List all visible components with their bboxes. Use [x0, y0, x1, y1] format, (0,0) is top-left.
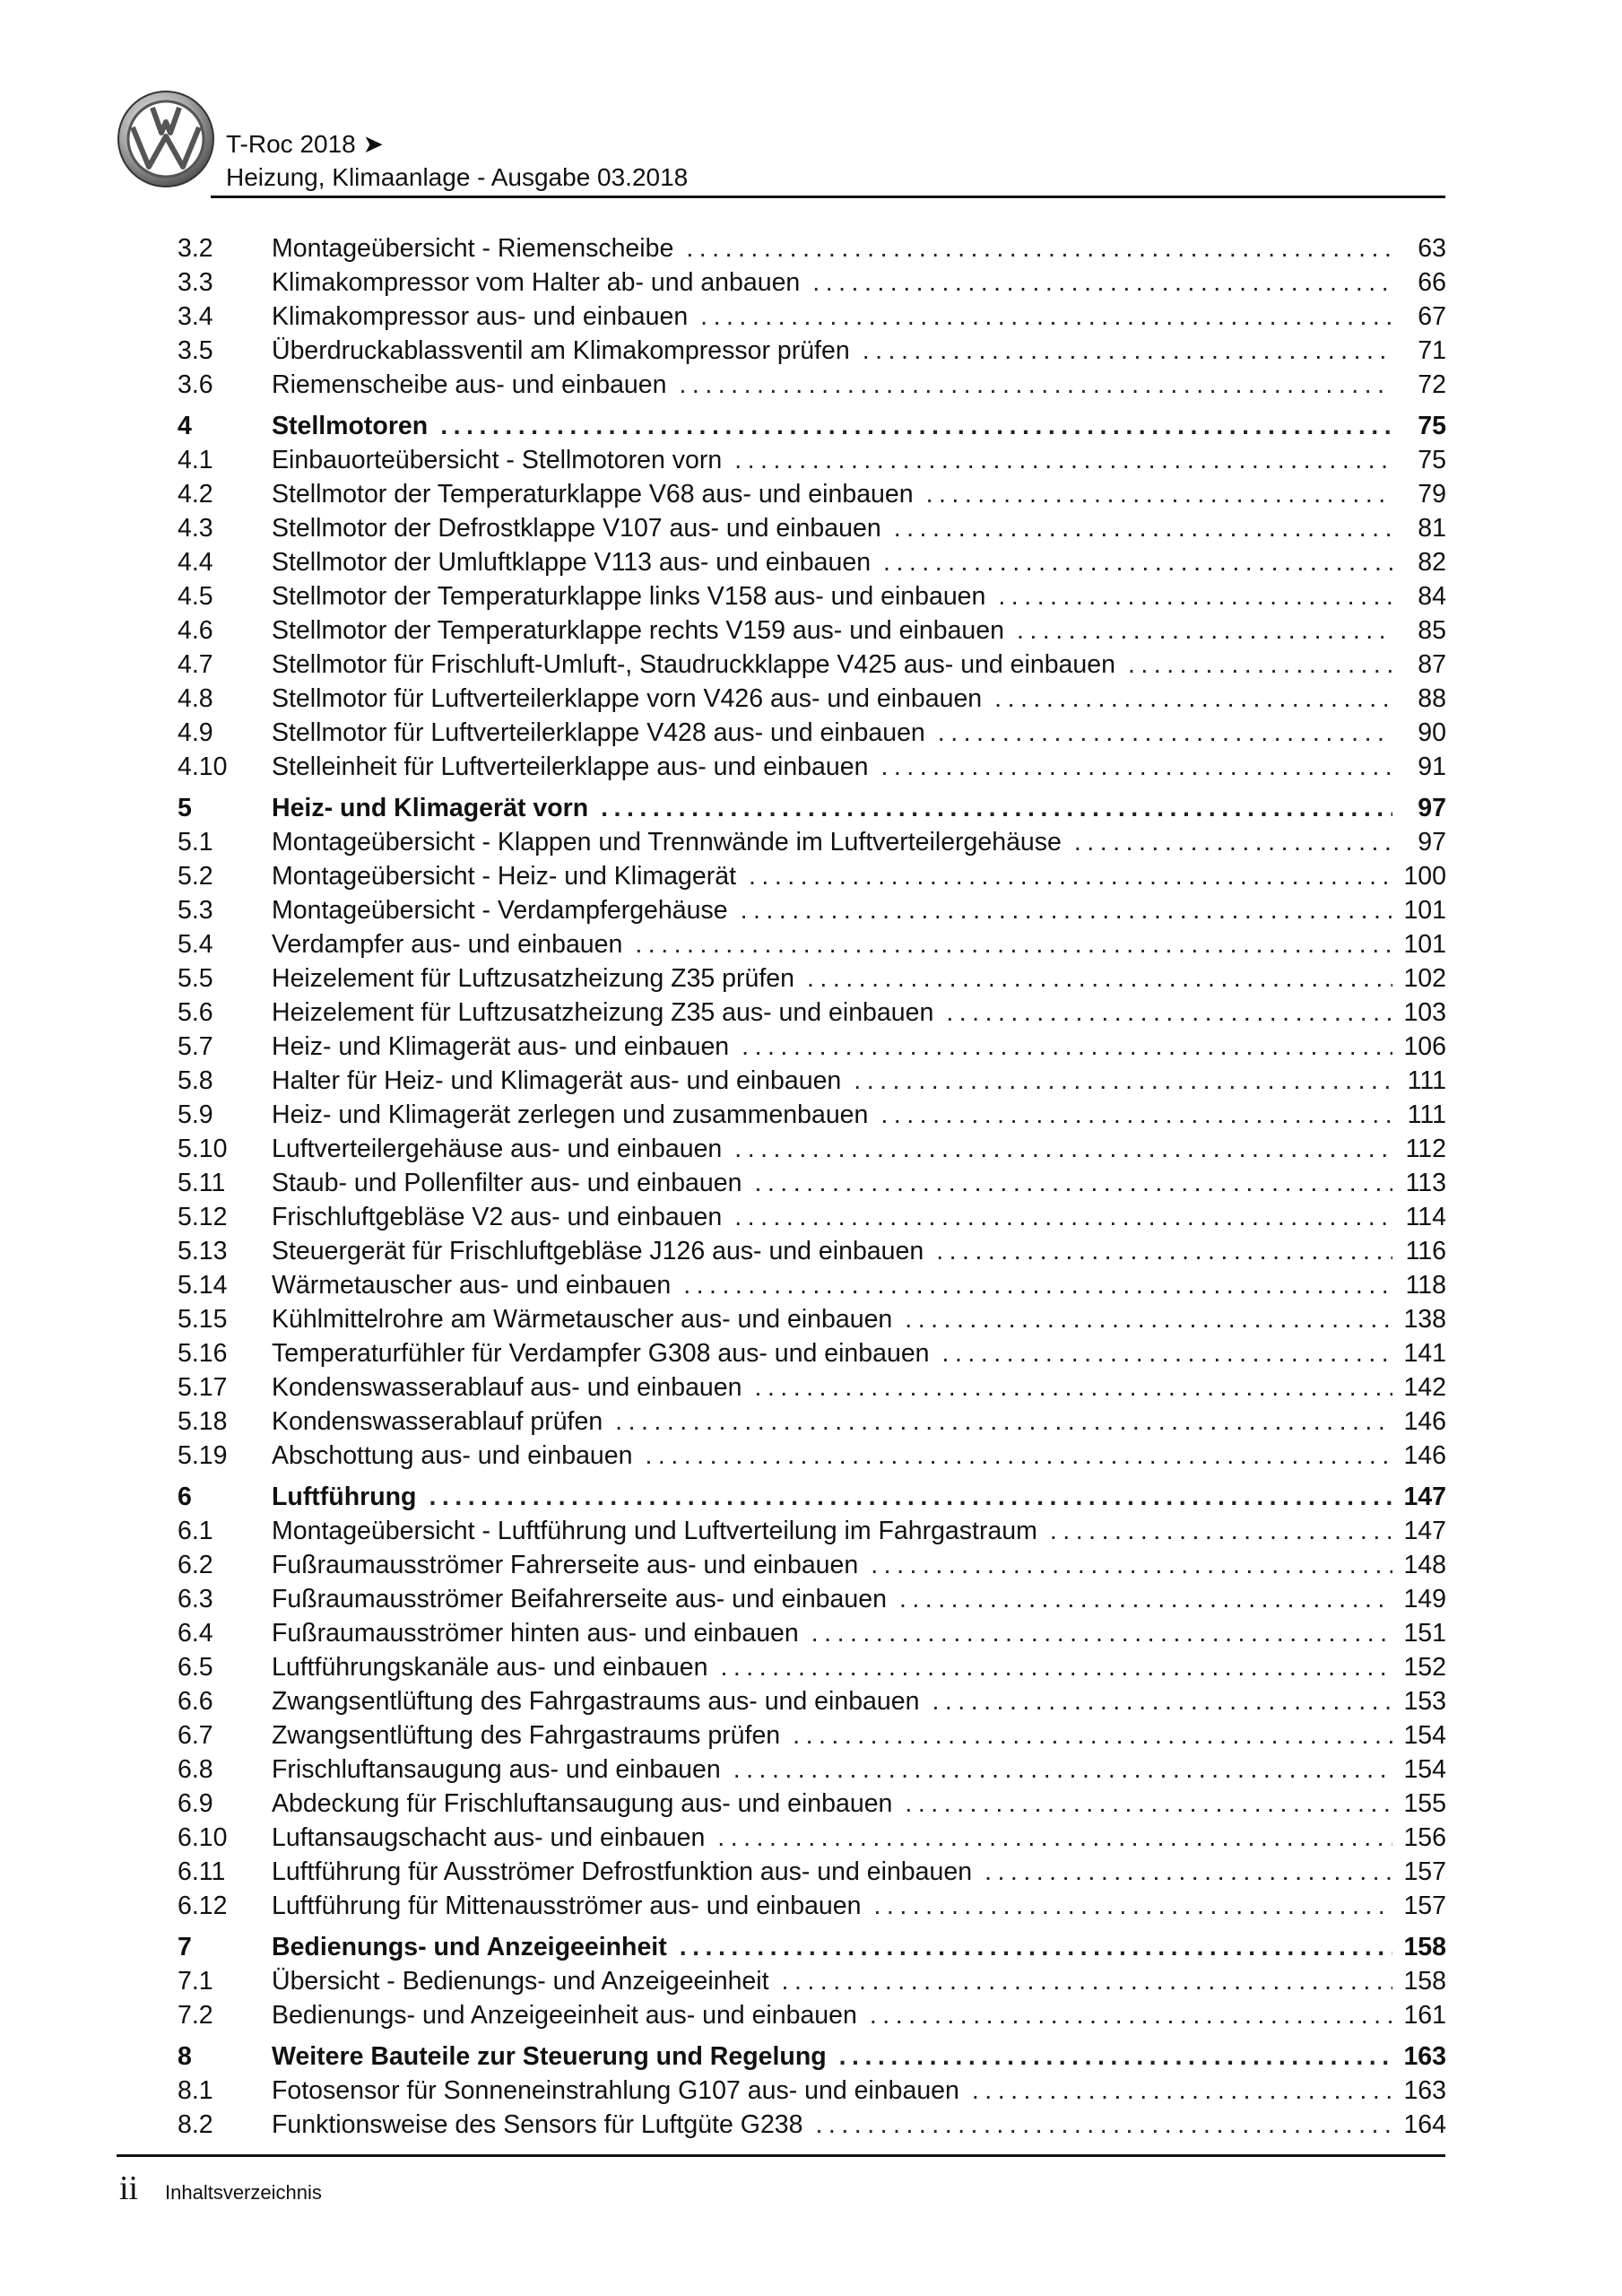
toc-row[interactable] [178, 511, 1446, 545]
toc-page-number: 100 [1403, 862, 1446, 891]
toc-title: Zwangsentlüftung des Fahrgastraums prüfen [272, 1721, 781, 1750]
toc-leader-dots [998, 579, 1392, 613]
toc-row[interactable] [178, 545, 1446, 579]
toc-page-number: 146 [1403, 1407, 1446, 1436]
toc-number: 6.2 [178, 1551, 213, 1579]
toc-page-number: 111 [1407, 1066, 1446, 1095]
toc-page-number: 82 [1418, 548, 1446, 577]
toc-number: 6.3 [178, 1585, 213, 1613]
toc-page-number: 75 [1418, 446, 1446, 474]
toc-title: Abdeckung für Frischluftansaugung aus- und einbauen [272, 1789, 893, 1818]
toc-row[interactable] [178, 2074, 1446, 2108]
toc-number: 6.9 [178, 1789, 213, 1818]
footer-label: Inhaltsverzeichnis [165, 2181, 322, 2204]
toc-page-number: 84 [1418, 582, 1446, 611]
toc-number: 6 [178, 1483, 192, 1511]
toc-number: 7.1 [178, 1967, 213, 1996]
toc-number: 5.16 [178, 1339, 228, 1368]
toc-title: Luftführungskanäle aus- und einbauen [272, 1653, 708, 1682]
toc-row[interactable] [178, 1098, 1446, 1132]
toc-page-number: 118 [1405, 1271, 1446, 1300]
toc-page-number: 112 [1405, 1135, 1446, 1163]
toc-row[interactable] [178, 1582, 1446, 1616]
toc-page-number: 102 [1403, 964, 1446, 993]
toc-title: Riemenscheibe aus- und einbauen [272, 370, 667, 399]
toc-page-number: 85 [1418, 616, 1446, 645]
toc-number: 5.12 [178, 1203, 228, 1231]
toc-leader-dots [994, 682, 1392, 716]
toc-leader-dots [942, 1336, 1392, 1370]
toc-title: Montageübersicht - Riemenscheibe [272, 234, 674, 263]
toc-leader-dots [938, 716, 1392, 750]
toc-title: Luftführung [272, 1483, 417, 1511]
toc-title: Wärmetauscher aus- und einbauen [272, 1271, 672, 1300]
toc-number: 3.3 [178, 268, 213, 297]
toc-leader-dots [720, 1650, 1392, 1684]
toc-number: 5.15 [178, 1305, 228, 1334]
toc-leader-dots [1017, 613, 1392, 648]
toc-row[interactable] [178, 1684, 1446, 1718]
toc-row[interactable] [178, 1268, 1446, 1302]
toc-leader-dots [717, 1821, 1392, 1855]
toc-title: Stellmotor der Defrostklappe V107 aus- und einbauen [272, 514, 881, 543]
toc-leader-dots [894, 511, 1392, 545]
toc-title: Stellmotor der Temperaturklappe links V158 aus- und einbauen [272, 582, 986, 611]
document-subtitle: Heizung, Klimaanlage - Ausgabe 03.2018 [226, 163, 689, 191]
toc-row[interactable] [178, 1336, 1446, 1370]
toc-title: Bedienungs- und Anzeigeeinheit aus- und einbauen [272, 2001, 857, 2030]
toc-row[interactable] [178, 368, 1446, 402]
toc-title: Montageübersicht - Klappen und Trennwände im Luftverteilergehäuse [272, 828, 1062, 857]
toc-page-number: 155 [1403, 1789, 1446, 1818]
toc-number: 5.6 [178, 998, 213, 1027]
toc-title: Fußraumausströmer Fahrerseite aus- und einbauen [272, 1551, 859, 1579]
toc-leader-dots [932, 1684, 1392, 1718]
toc-number: 5.2 [178, 862, 213, 891]
toc-leader-dots [429, 1480, 1392, 1514]
toc-title: Weitere Bauteile zur Steuerung und Regelung [272, 2042, 827, 2071]
toc-number: 6.1 [178, 1517, 213, 1545]
toc-page-number: 75 [1418, 412, 1446, 440]
toc-leader-dots [871, 1548, 1392, 1582]
toc-row[interactable] [178, 1030, 1446, 1064]
toc-page-number: 157 [1403, 1857, 1446, 1886]
toc-row[interactable] [178, 1889, 1446, 1923]
toc-number: 3.5 [178, 336, 213, 365]
toc-number: 5.1 [178, 828, 213, 857]
toc-title: Stellmotor der Temperaturklappe rechts V159 aus- und einbauen [272, 616, 1004, 645]
toc-title: Funktionsweise des Sensors für Luftgüte G238 [272, 2110, 803, 2139]
toc-title: Staub- und Pollenfilter aus- und einbauen [272, 1169, 742, 1197]
toc-leader-dots [854, 1064, 1392, 1098]
toc-page-number: 157 [1403, 1892, 1446, 1920]
toc-leader-dots [683, 1268, 1392, 1302]
document-title: T-Roc 2018 ➤ [226, 130, 384, 158]
toc-leader-dots [899, 1582, 1392, 1616]
toc-leader-dots [440, 409, 1392, 443]
toc-number: 5.19 [178, 1441, 228, 1470]
toc-title: Verdampfer aus- und einbauen [272, 930, 623, 959]
table-of-contents [178, 231, 1446, 2142]
vw-logo-icon [117, 90, 215, 188]
toc-row[interactable] [178, 648, 1446, 682]
toc-row[interactable] [178, 1752, 1446, 1787]
toc-row[interactable] [178, 265, 1446, 300]
toc-leader-dots [741, 893, 1392, 927]
toc-page-number: 106 [1403, 1032, 1446, 1061]
toc-number: 3.4 [178, 302, 213, 331]
toc-number: 5.17 [178, 1373, 228, 1402]
toc-number: 6.5 [178, 1653, 213, 1682]
toc-title: Zwangsentlüftung des Fahrgastraums aus- und einbauen [272, 1687, 920, 1716]
toc-title: Fußraumausströmer hinten aus- und einbauen [272, 1619, 799, 1648]
toc-row[interactable] [178, 1964, 1446, 1998]
toc-number: 5.11 [178, 1169, 226, 1197]
toc-title: Übersicht - Bedienungs- und Anzeigeeinheit [272, 1967, 769, 1996]
toc-page-number: 101 [1403, 896, 1446, 925]
toc-page-number: 71 [1418, 336, 1446, 365]
toc-leader-dots [839, 2039, 1392, 2074]
toc-row[interactable] [178, 1166, 1446, 1200]
toc-leader-dots [1128, 648, 1392, 682]
toc-row[interactable] [178, 613, 1446, 648]
toc-page-number: 138 [1403, 1305, 1446, 1334]
toc-row[interactable] [178, 1787, 1446, 1821]
toc-page-number: 154 [1403, 1721, 1446, 1750]
toc-page-number: 163 [1403, 2042, 1446, 2071]
toc-title: Kondenswasserablauf aus- und einbauen [272, 1373, 742, 1402]
toc-row[interactable] [178, 1821, 1446, 1855]
toc-title: Stellmotor für Frischluft-Umluft-, Staudruckklappe V425 aus- und einbauen [272, 650, 1115, 679]
toc-leader-dots [863, 334, 1392, 368]
toc-page-number: 87 [1418, 650, 1446, 679]
toc-page-number: 66 [1418, 268, 1446, 297]
toc-row[interactable] [178, 893, 1446, 927]
toc-title: Bedienungs- und Anzeigeeinheit [272, 1933, 667, 1961]
toc-leader-dots [742, 1030, 1392, 1064]
toc-number: 6.12 [178, 1892, 228, 1920]
toc-title: Montageübersicht - Heiz- und Klimagerät [272, 862, 736, 891]
toc-title: Überdruckablassventil am Klimakompressor prüfen [272, 336, 850, 365]
toc-title: Kühlmittelrohre am Wärmetauscher aus- und einbauen [272, 1305, 893, 1334]
header-divider [211, 196, 1445, 198]
toc-row[interactable] [178, 1514, 1446, 1548]
toc-leader-dots [870, 1998, 1392, 2032]
toc-title: Luftansaugschacht aus- und einbauen [272, 1823, 706, 1852]
toc-leader-dots [601, 791, 1392, 825]
toc-leader-dots [905, 1302, 1392, 1336]
toc-leader-dots [734, 1132, 1392, 1166]
toc-leader-dots [782, 1964, 1392, 1998]
toc-row[interactable] [178, 231, 1446, 265]
toc-page-number: 152 [1403, 1653, 1446, 1682]
toc-page-number: 149 [1403, 1585, 1446, 1613]
toc-leader-dots [926, 477, 1392, 511]
toc-row[interactable] [178, 682, 1446, 716]
toc-row[interactable] [178, 579, 1446, 613]
toc-row[interactable] [178, 1998, 1446, 2032]
toc-title: Stelleinheit für Luftverteilerklappe aus- und einbauen [272, 752, 869, 781]
toc-page-number: 148 [1403, 1551, 1446, 1579]
toc-leader-dots [679, 368, 1392, 402]
toc-leader-dots [984, 1855, 1392, 1889]
toc-leader-dots [733, 1752, 1392, 1787]
toc-row[interactable] [178, 1718, 1446, 1752]
toc-title: Einbauorteübersicht - Stellmotoren vorn [272, 446, 723, 474]
toc-leader-dots [700, 300, 1392, 334]
toc-row[interactable] [178, 443, 1446, 477]
toc-page-number: 97 [1418, 794, 1446, 822]
toc-page-number: 79 [1418, 480, 1446, 509]
toc-title: Fotosensor für Sonneneinstrahlung G107 aus- und einbauen [272, 2076, 959, 2105]
toc-number: 5.13 [178, 1237, 228, 1265]
toc-number: 5.8 [178, 1066, 213, 1095]
toc-page-number: 116 [1405, 1237, 1446, 1265]
toc-page-number: 113 [1405, 1169, 1446, 1197]
toc-chapter-row[interactable] [178, 409, 1446, 443]
toc-leader-dots [680, 1930, 1392, 1964]
toc-page-number: 90 [1418, 718, 1446, 747]
toc-page-number: 91 [1418, 752, 1446, 781]
toc-number: 6.7 [178, 1721, 213, 1750]
page-header [117, 90, 1445, 196]
toc-page-number: 101 [1403, 930, 1446, 959]
toc-title: Frischluftgebläse V2 aus- und einbauen [272, 1203, 723, 1231]
toc-leader-dots [615, 1405, 1392, 1439]
toc-number: 6.8 [178, 1755, 213, 1784]
toc-number: 7.2 [178, 2001, 213, 2030]
toc-row[interactable] [178, 1616, 1446, 1650]
toc-row[interactable] [178, 859, 1446, 893]
toc-number: 4.3 [178, 514, 213, 543]
toc-page-number: 146 [1403, 1441, 1446, 1470]
toc-row[interactable] [178, 996, 1446, 1030]
toc-number: 6.11 [178, 1857, 226, 1886]
toc-page-number: 161 [1403, 2001, 1446, 2030]
toc-row[interactable] [178, 1548, 1446, 1582]
toc-chapter-row[interactable] [178, 1480, 1446, 1514]
toc-leader-dots [645, 1439, 1392, 1473]
toc-title: Kondenswasserablauf prüfen [272, 1407, 603, 1436]
toc-leader-dots [905, 1787, 1392, 1821]
toc-row[interactable] [178, 1302, 1446, 1336]
toc-row[interactable] [178, 1234, 1446, 1268]
toc-leader-dots [972, 2074, 1392, 2108]
toc-number: 3.2 [178, 234, 213, 263]
toc-title: Steuergerät für Frischluftgebläse J126 aus- und einbauen [272, 1237, 924, 1265]
toc-number: 5.7 [178, 1032, 213, 1061]
toc-title: Stellmotor für Luftverteilerklappe vorn V426 aus- und einbauen [272, 684, 983, 713]
toc-row[interactable] [178, 334, 1446, 368]
toc-page-number: 151 [1403, 1619, 1446, 1648]
toc-title: Montageübersicht - Verdampfergehäuse [272, 896, 728, 925]
toc-number: 4.8 [178, 684, 213, 713]
toc-leader-dots [793, 1718, 1392, 1752]
toc-number: 6.10 [178, 1823, 228, 1852]
toc-title: Heiz- und Klimagerät aus- und einbauen [272, 1032, 730, 1061]
toc-page-number: 147 [1403, 1517, 1446, 1545]
toc-chapter-row[interactable] [178, 791, 1446, 825]
toc-row[interactable] [178, 927, 1446, 961]
toc-title: Heiz- und Klimagerät vorn [272, 794, 589, 822]
toc-leader-dots [1074, 825, 1392, 859]
toc-title: Heiz- und Klimagerät zerlegen und zusammenbauen [272, 1100, 869, 1129]
toc-number: 4 [178, 412, 192, 440]
toc-page-number: 141 [1403, 1339, 1446, 1368]
toc-number: 7 [178, 1933, 192, 1961]
toc-title: Fußraumausströmer Beifahrerseite aus- und einbauen [272, 1585, 887, 1613]
toc-page-number: 72 [1418, 370, 1446, 399]
toc-title: Luftführung für Mittenausströmer aus- und einbauen [272, 1892, 862, 1920]
toc-title: Heizelement für Luftzusatzheizung Z35 prüfen [272, 964, 794, 993]
toc-leader-dots [749, 859, 1392, 893]
toc-number: 4.1 [178, 446, 213, 474]
toc-number: 4.6 [178, 616, 213, 645]
toc-number: 5 [178, 794, 192, 822]
toc-leader-dots [754, 1370, 1392, 1405]
toc-number: 5.9 [178, 1100, 213, 1129]
toc-title: Heizelement für Luftzusatzheizung Z35 aus- und einbauen [272, 998, 934, 1027]
toc-title: Stellmotor der Umluftklappe V113 aus- und einbauen [272, 548, 872, 577]
toc-number: 5.4 [178, 930, 213, 959]
toc-row[interactable] [178, 1064, 1446, 1098]
toc-number: 4.10 [178, 752, 228, 781]
toc-number: 8.1 [178, 2076, 213, 2105]
toc-leader-dots [883, 545, 1392, 579]
toc-row[interactable] [178, 750, 1446, 784]
toc-row[interactable] [178, 1650, 1446, 1684]
toc-number: 5.3 [178, 896, 213, 925]
toc-leader-dots [811, 1616, 1392, 1650]
toc-page-number: 142 [1403, 1373, 1446, 1402]
toc-number: 5.18 [178, 1407, 228, 1436]
toc-leader-dots [635, 927, 1392, 961]
toc-leader-dots [936, 1234, 1392, 1268]
toc-title: Halter für Heiz- und Klimagerät aus- und einbauen [272, 1066, 842, 1095]
toc-page-number: 81 [1418, 514, 1446, 543]
toc-page-number: 97 [1418, 828, 1446, 857]
toc-page-number: 114 [1405, 1203, 1446, 1231]
toc-leader-dots [807, 961, 1392, 996]
footer-divider [117, 2154, 1445, 2157]
toc-title: Klimakompressor vom Halter ab- und anbauen [272, 268, 801, 297]
toc-title: Stellmotor für Luftverteilerklappe V428 aus- und einbauen [272, 718, 925, 747]
toc-row[interactable] [178, 2108, 1446, 2142]
toc-number: 5.14 [178, 1271, 228, 1300]
toc-page-number: 153 [1403, 1687, 1446, 1716]
toc-row[interactable] [178, 477, 1446, 511]
toc-page-number: 147 [1403, 1483, 1446, 1511]
toc-row[interactable] [178, 1132, 1446, 1166]
toc-title: Montageübersicht - Luftführung und Luftverteilung im Fahrgastraum [272, 1517, 1037, 1545]
toc-page-number: 63 [1418, 234, 1446, 263]
toc-page-number: 163 [1403, 2076, 1446, 2105]
toc-number: 6.6 [178, 1687, 213, 1716]
toc-row[interactable] [178, 1439, 1446, 1473]
toc-leader-dots [946, 996, 1392, 1030]
toc-leader-dots [734, 443, 1392, 477]
toc-chapter-row[interactable] [178, 2039, 1446, 2074]
toc-title: Luftführung für Ausströmer Defrostfunktion aus- und einbauen [272, 1857, 973, 1886]
toc-page-number: 154 [1403, 1755, 1446, 1784]
toc-page-number: 158 [1403, 1933, 1446, 1961]
toc-number: 5.5 [178, 964, 213, 993]
toc-number: 4.9 [178, 718, 213, 747]
toc-page-number: 103 [1403, 998, 1446, 1027]
toc-leader-dots [880, 1098, 1392, 1132]
toc-leader-dots [880, 750, 1392, 784]
toc-page-number: 111 [1407, 1100, 1446, 1129]
toc-row[interactable] [178, 825, 1446, 859]
toc-page-number: 88 [1418, 684, 1446, 713]
toc-page-number: 156 [1403, 1823, 1446, 1852]
toc-number: 4.4 [178, 548, 213, 577]
toc-row[interactable] [178, 1200, 1446, 1234]
toc-row[interactable] [178, 1855, 1446, 1889]
toc-number: 4.2 [178, 480, 213, 509]
toc-page-number: 158 [1403, 1967, 1446, 1996]
toc-chapter-row[interactable] [178, 1930, 1446, 1964]
toc-leader-dots [754, 1166, 1392, 1200]
toc-row[interactable] [178, 1405, 1446, 1439]
toc-page-number: 164 [1403, 2110, 1446, 2139]
toc-title: Stellmotoren [272, 412, 429, 440]
toc-number: 8.2 [178, 2110, 213, 2139]
toc-leader-dots [686, 231, 1392, 265]
toc-leader-dots [1050, 1514, 1392, 1548]
toc-row[interactable] [178, 961, 1446, 996]
toc-title: Frischluftansaugung aus- und einbauen [272, 1755, 721, 1784]
toc-leader-dots [812, 265, 1392, 300]
toc-title: Klimakompressor aus- und einbauen [272, 302, 689, 331]
page-number: ii [119, 2170, 139, 2207]
toc-title: Stellmotor der Temperaturklappe V68 aus- und einbauen [272, 480, 914, 509]
toc-title: Abschottung aus- und einbauen [272, 1441, 633, 1470]
toc-row[interactable] [178, 716, 1446, 750]
toc-page-number: 67 [1418, 302, 1446, 331]
toc-leader-dots [873, 1889, 1392, 1923]
toc-leader-dots [816, 2108, 1392, 2142]
toc-row[interactable] [178, 300, 1446, 334]
toc-number: 4.7 [178, 650, 213, 679]
toc-number: 8 [178, 2042, 192, 2071]
toc-title: Luftverteilergehäuse aus- und einbauen [272, 1135, 723, 1163]
toc-number: 6.4 [178, 1619, 213, 1648]
toc-number: 5.10 [178, 1135, 228, 1163]
toc-number: 4.5 [178, 582, 213, 611]
toc-leader-dots [734, 1200, 1392, 1234]
toc-row[interactable] [178, 1370, 1446, 1405]
toc-number: 3.6 [178, 370, 213, 399]
toc-title: Temperaturfühler für Verdampfer G308 aus- und einbauen [272, 1339, 930, 1368]
